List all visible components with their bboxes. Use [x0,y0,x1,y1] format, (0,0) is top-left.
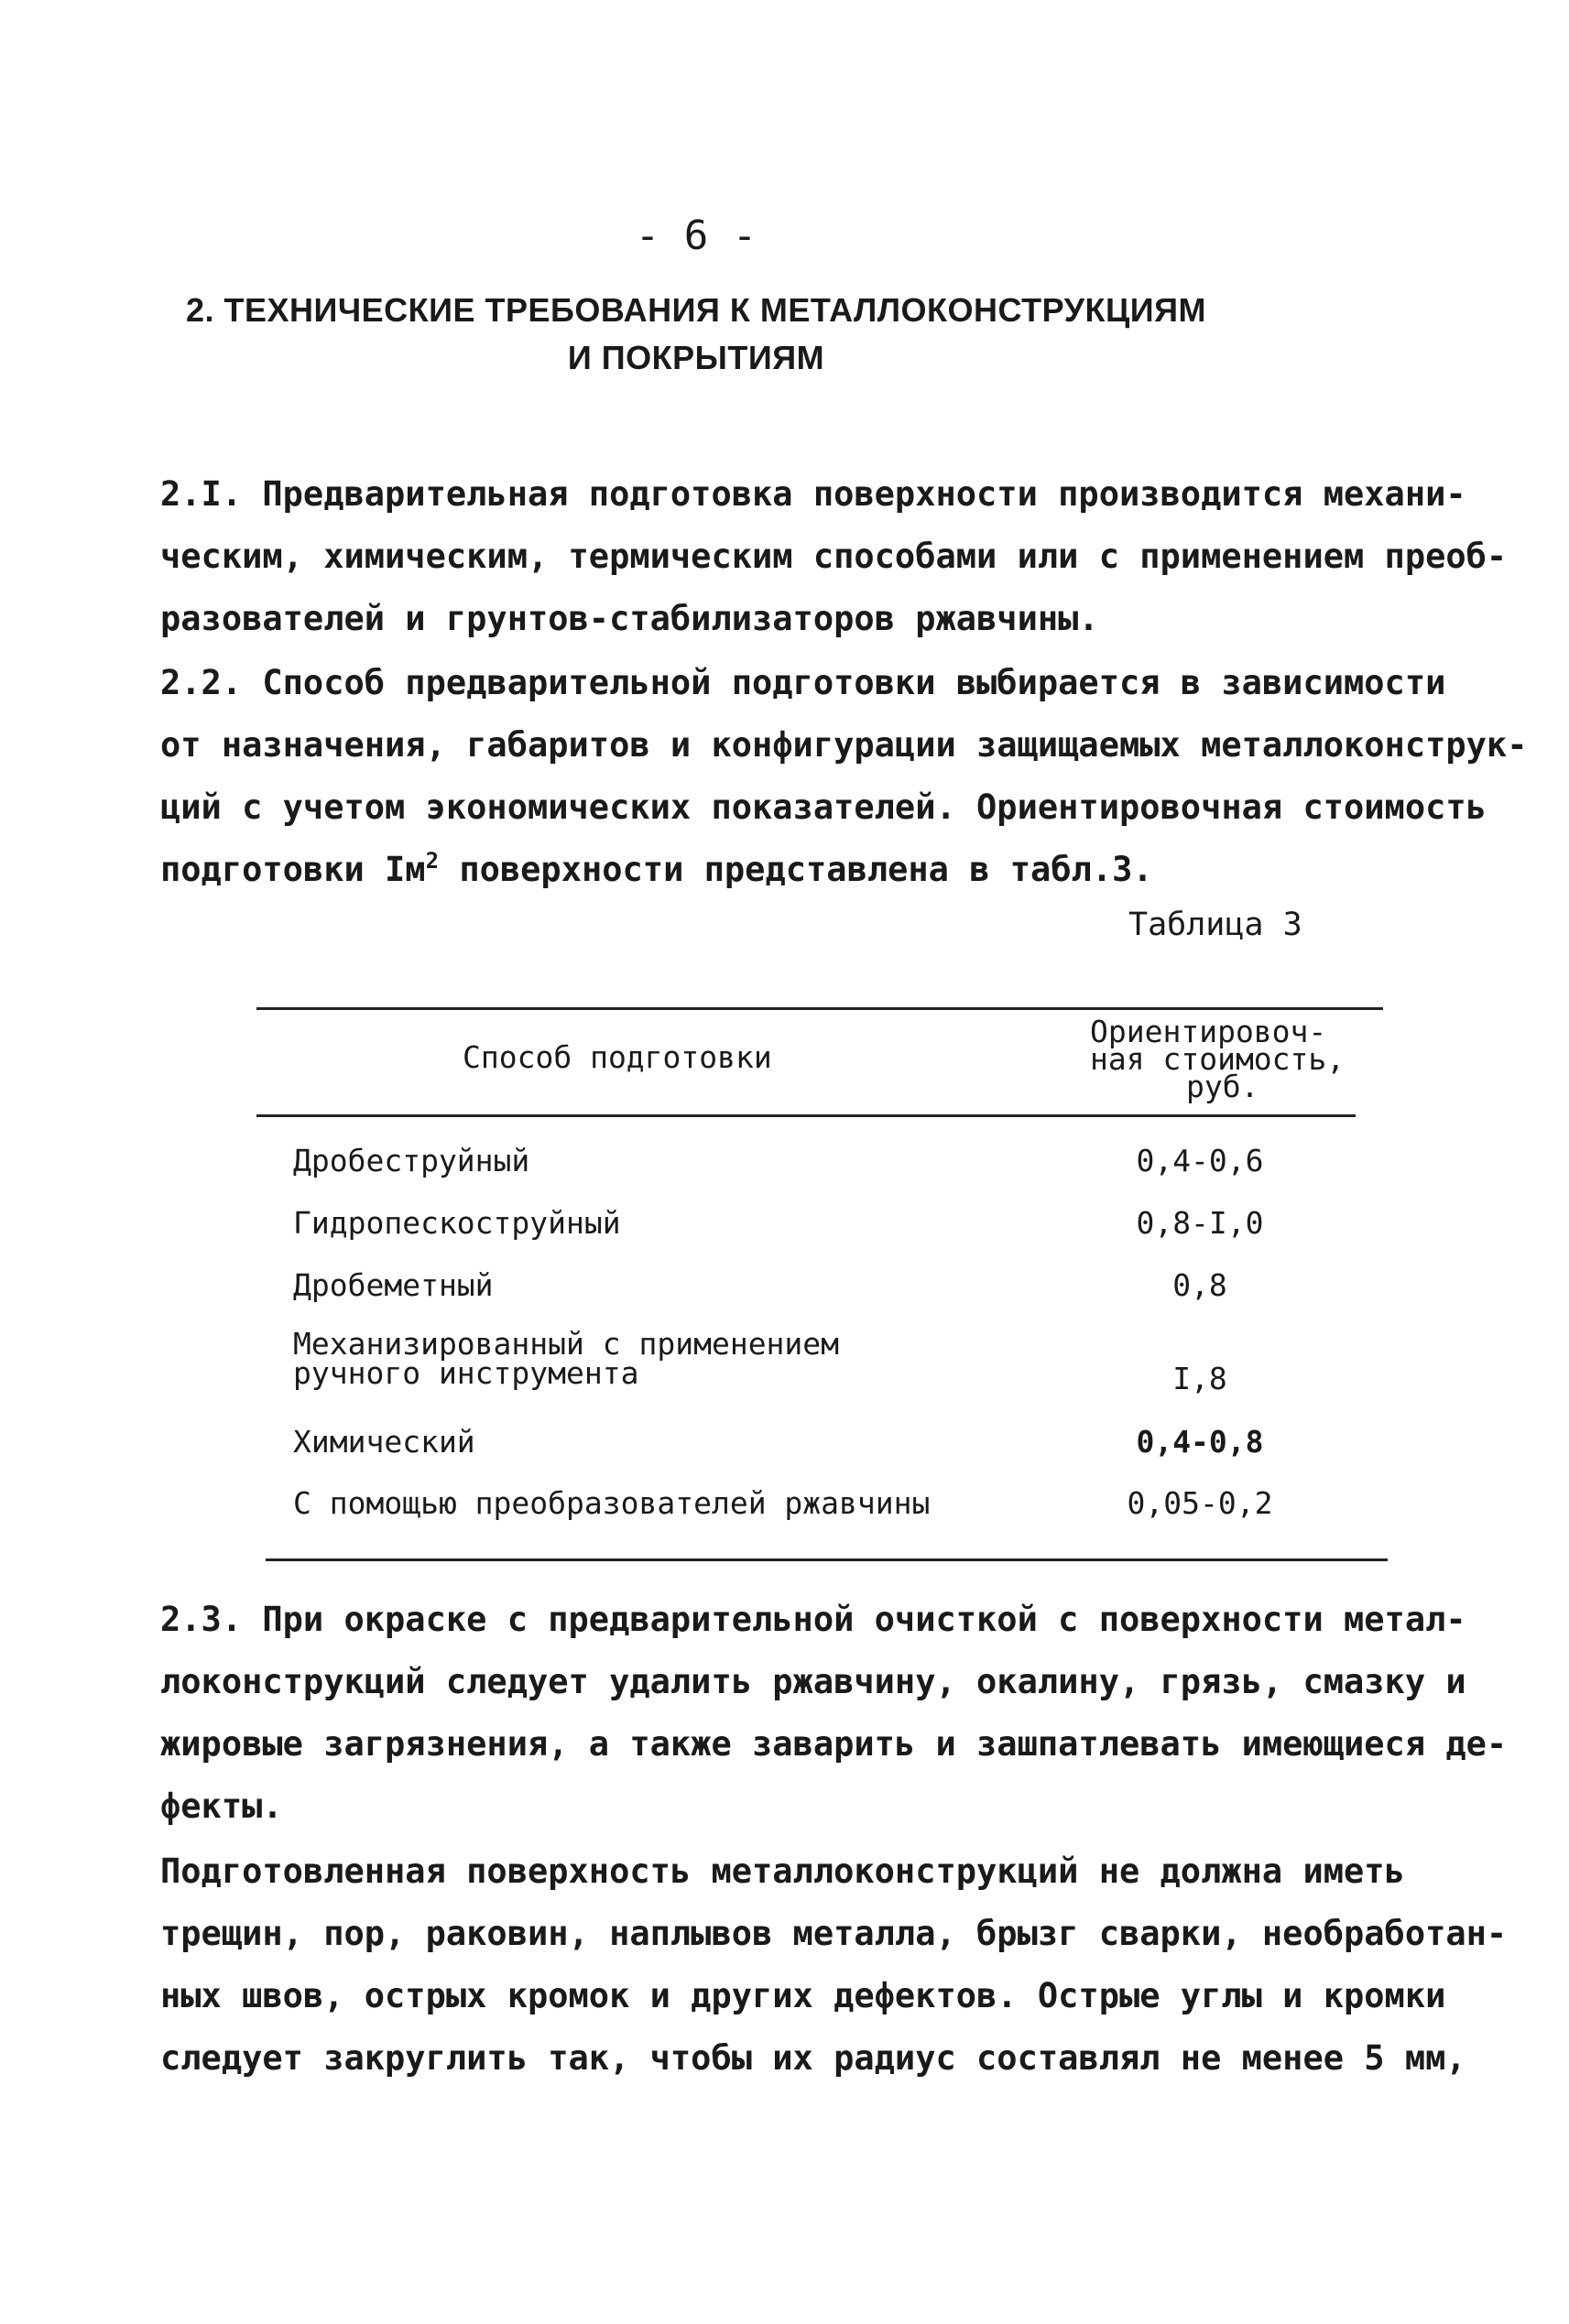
table-row-5-method: Химический [293,1424,475,1460]
paragraph-2-2-line-1: 2.2. Способ предварительной подготовки выбирается в зависимости [160,663,1446,702]
paragraph-2-2-text-b: поверхности представлена в табл.3. [439,850,1153,889]
table-header-cost-line-2: ная стоимость, [1090,1041,1346,1077]
paragraph-2-2-line-3: ций с учетом экономических показателей. Ориентировочная стоимость [160,787,1487,827]
paragraph-2-3-line-3: жировые загрязнения, а также заварить и зашпатлевать имеющиеся де- [160,1724,1508,1764]
table-row-6-method: С помощью преобразователей ржавчины [293,1485,931,1521]
table-row-1-method: Дробеструйный [293,1143,530,1178]
paragraph-2-2-line-2: от назначения, габаритов и конфигурации защищаемых металлоконструк- [160,725,1528,765]
table-row-3-method: Дробеметный [293,1267,494,1303]
paragraph-2-1-line-3: разователей и грунтов-стабилизаторов ржавчины. [160,599,1099,638]
superscript-2: 2 [425,848,440,874]
page-number: - 6 - [635,212,757,259]
paragraph-2-1-line-2: ческим, химическим, термическим способами или с применением преоб- [160,537,1508,576]
table-header-rule [256,1114,1356,1117]
table-header-cost-line-1: Ориентировоч- [1090,1014,1327,1049]
table-row-4-method-line-1: Механизированный с применением [293,1326,840,1362]
paragraph-2-1-line-1: 2.I. Предварительная подготовка поверхности производится механи- [160,474,1466,514]
table-top-rule [256,1007,1383,1010]
paragraph-2-3-line-4: фекты. [160,1786,283,1826]
paragraph-2-3-line-2: локонструкций следует удалить ржавчину, окалину, грязь, смазку и [160,1662,1466,1701]
table-row-3-cost: 0,8 [1172,1267,1227,1303]
table-row-4-cost: I,8 [1172,1361,1227,1396]
table-row-6-cost: 0,05-0,2 [1127,1485,1273,1521]
paragraph-next-line-4: следует закруглить так, чтобы их радиус составлял не менее 5 мм, [160,2038,1466,2078]
paragraph-next-line-2: трещин, пор, раковин, наплывов металла, брызг сварки, необработан- [160,1914,1508,1953]
table-header-method: Способ подготовки [463,1039,772,1075]
paragraph-2-2-line-4 [160,839,1153,901]
table-caption: Таблица 3 [1128,907,1302,943]
table-row-5-cost: 0,4-0,8 [1136,1424,1264,1460]
paragraph-2-3-line-1: 2.3. При окраске с предварительной очисткой с поверхности метал- [160,1600,1466,1639]
paragraph-2-2-text-a: подготовки Iм [160,850,426,889]
section-title-line-2: И ПОКРЫТИЯМ [567,339,825,376]
section-title-line-1: 2. ТЕХНИЧЕСКИЕ ТРЕБОВАНИЯ К МЕТАЛЛОКОНСТРУКЦИЯМ [185,291,1207,329]
paragraph-next-line-3: ных швов, острых кромок и других дефектов. Острые углы и кромки [160,1976,1446,2015]
table-row-1-cost: 0,4-0,6 [1136,1143,1264,1178]
table-row-4-method-line-2: ручного инструмента [293,1355,639,1391]
paragraph-next-line-1: Подготовленная поверхность металлоконструкций не должна иметь [160,1852,1405,1891]
table-header-cost-line-3: руб. [1186,1069,1259,1104]
table-row-2-method: Гидропескоструйный [293,1205,621,1241]
table-bottom-rule [266,1558,1388,1561]
table-row-2-cost: 0,8-I,0 [1136,1205,1264,1241]
